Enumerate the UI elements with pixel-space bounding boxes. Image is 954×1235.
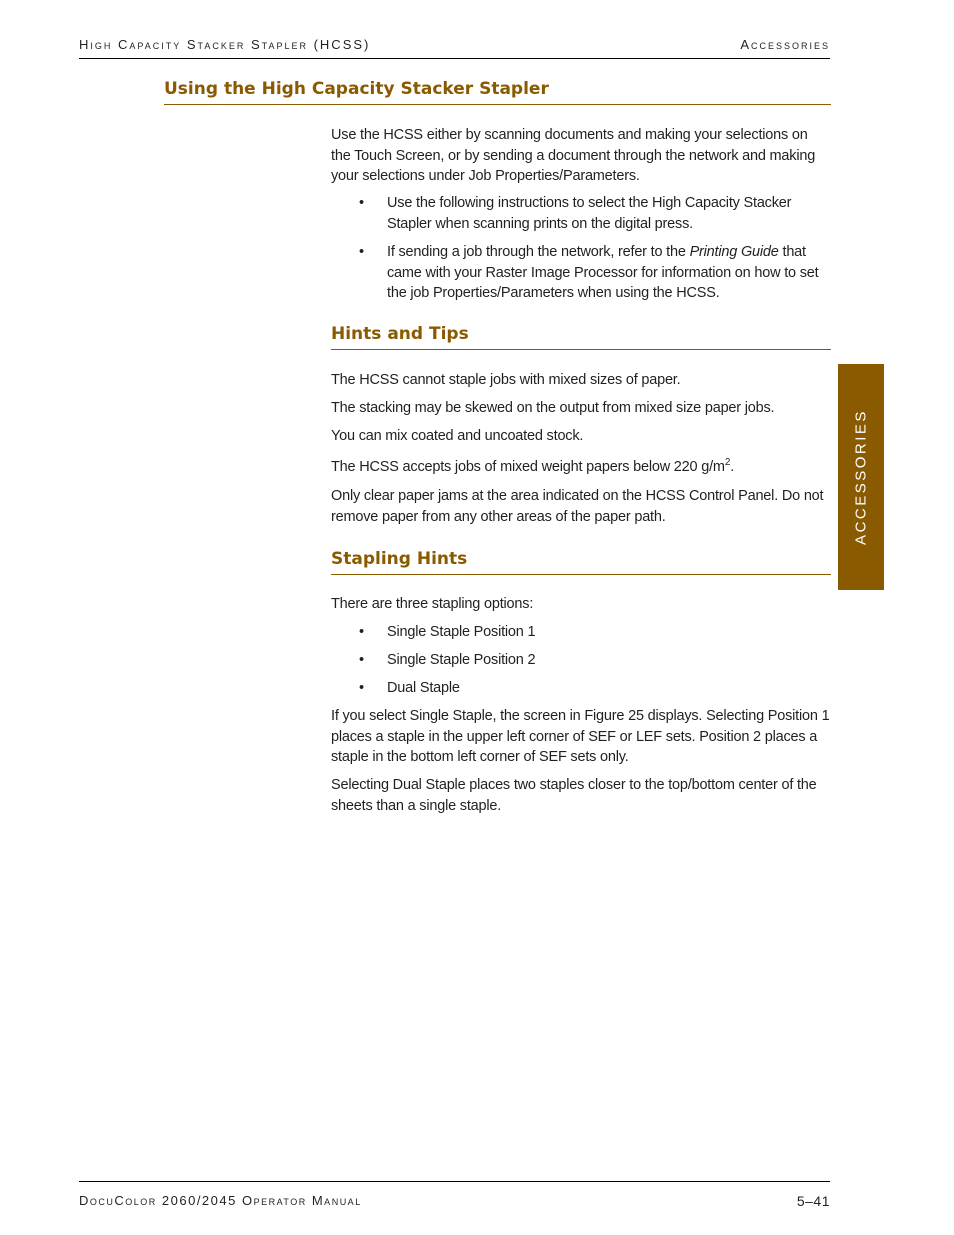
list-item-text: Single Staple Position 2 [387,652,536,668]
section-heading-rule [331,349,831,350]
list-item-text: Dual Staple [387,680,460,696]
chapter-side-tab [838,364,884,590]
bullet-mark: • [359,195,364,211]
stapling-paragraph: Selecting Dual Staple places two staples closer to the top/bottom center of the sheets than a single staple. [331,777,817,814]
footer-rule [79,1181,830,1182]
section-heading-rule [331,574,831,575]
list-item [359,242,831,304]
hint-paragraph: You can mix coated and uncoated stock. [331,428,584,444]
section-heading-hints-and-tips: Hints and Tips [331,324,469,344]
section-heading-stapling-hints: Stapling Hints [331,549,468,569]
list-item [359,193,831,235]
section-heading-using-hcss: Using the High Capacity Stacker Stapler [164,79,549,99]
printing-guide-reference: Printing Guide [689,244,779,260]
footer-manual-title: DocuColor 2060/2045 Operator Manual [79,1193,362,1208]
hint-paragraph: The HCSS cannot staple jobs with mixed sizes of paper. [331,372,681,388]
hint-paragraph: The HCSS accepts jobs of mixed weight papers below 220 $g/m^2$. [331,457,735,475]
section-heading-rule [164,104,831,105]
running-header-section: Accessories [740,37,830,52]
bullet-mark: • [359,244,364,260]
side-tab-label: ACCESSORIES [852,409,870,545]
section1-intro-paragraph: Use the HCSS either by scanning documents and making your selections on the Touch Screen, or by sending a document through the network and making your selections under Job Properties/Parameters. [331,127,816,184]
list-item-text: Use the following instructions to select the High Capacity Stacker Stapler when scanning prints on the digital press. [387,195,792,232]
running-header-title: High Capacity Stacker Stapler (HCSS) [79,37,371,52]
bullet-mark: • [359,624,364,640]
list-item [359,650,831,671]
stapling-paragraph: If you select Single Staple, the screen in Figure 25 displays. Selecting Position 1 places a staple in the upper left corner of SEF or LEF sets. Position 2 places a staple in the bottom left corner of SEF sets only. [331,708,830,765]
bullet-mark: • [359,652,364,668]
list-item-text: Single Staple Position 1 [387,624,536,640]
hint-paragraph: The stacking may be skewed on the output from mixed size paper jobs. [331,400,775,416]
bullet-mark: • [359,680,364,696]
hint-paragraph: Only clear paper jams at the area indicated on the HCSS Control Panel. Do not remove paper from any other areas of the paper path. [331,488,824,525]
list-item-text: If sending a job through the network, refer to the Printing Guide that came with your Raster Image Processor for information on how to set the job Properties/Parameters when using the HCSS. [387,244,819,301]
stapling-intro: There are three stapling options: [331,596,534,612]
list-item [359,678,831,699]
page-number: 5–41 [796,1193,830,1209]
header-rule [79,58,830,59]
list-item [359,622,831,643]
